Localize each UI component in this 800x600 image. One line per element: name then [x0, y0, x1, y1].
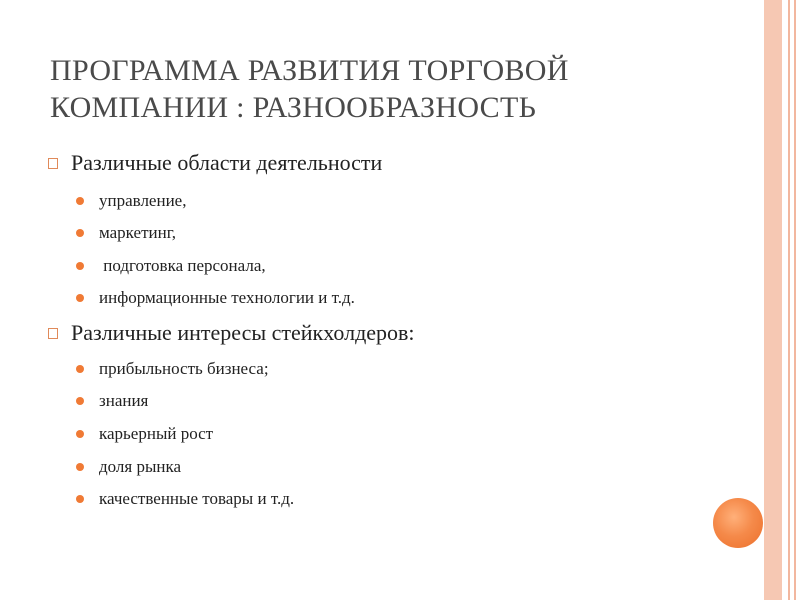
orange-dot-bullet-icon: [76, 397, 84, 405]
orange-dot-bullet-icon: [76, 463, 84, 471]
list-item-text: информационные технологии и т.д.: [99, 288, 355, 307]
slide-title: [50, 52, 750, 126]
list-item: [76, 359, 269, 379]
list-item: [76, 191, 186, 211]
slide-title-line-1: ПРОГРАММА РАЗВИТИЯ ТОРГОВОЙ: [50, 54, 569, 87]
section-heading-activity-areas: [48, 150, 382, 176]
orange-circle-decoration: [713, 498, 763, 548]
list-item: [76, 288, 355, 308]
list-item-text: карьерный рост: [99, 424, 214, 443]
list-item-text: прибыльность бизнеса;: [99, 359, 269, 378]
right-border-line: [788, 0, 790, 600]
list-item-text: качественные товары и т.д.: [99, 489, 295, 508]
list-item: [76, 424, 213, 444]
section-heading-text: Различные интересы стейкхолдеров:: [71, 320, 415, 345]
list-item: [76, 256, 266, 276]
slide-title-line-2: КОМПАНИИ : РАЗНООБРАЗНОСТЬ: [50, 91, 537, 124]
orange-dot-bullet-icon: [76, 365, 84, 373]
list-item-text: подготовка персонала,: [99, 256, 266, 275]
square-outline-icon: [48, 328, 58, 339]
list-item-text: доля рынка: [99, 457, 182, 476]
orange-dot-bullet-icon: [76, 197, 84, 205]
list-item-text: знания: [99, 391, 149, 410]
list-item: [76, 391, 148, 411]
right-border-stripe: [764, 0, 782, 600]
list-item-text: маркетинг,: [99, 223, 176, 242]
orange-dot-bullet-icon: [76, 430, 84, 438]
section-heading-stakeholder-interests: [48, 320, 415, 346]
list-item: [76, 457, 181, 477]
orange-dot-bullet-icon: [76, 294, 84, 302]
list-item: [76, 489, 294, 509]
square-outline-icon: [48, 158, 58, 169]
orange-dot-bullet-icon: [76, 262, 84, 270]
orange-dot-bullet-icon: [76, 495, 84, 503]
right-border-line: [794, 0, 796, 600]
orange-dot-bullet-icon: [76, 229, 84, 237]
list-item-text: управление,: [99, 191, 187, 210]
section-heading-text: Различные области деятельности: [71, 150, 383, 175]
list-item: [76, 223, 176, 243]
